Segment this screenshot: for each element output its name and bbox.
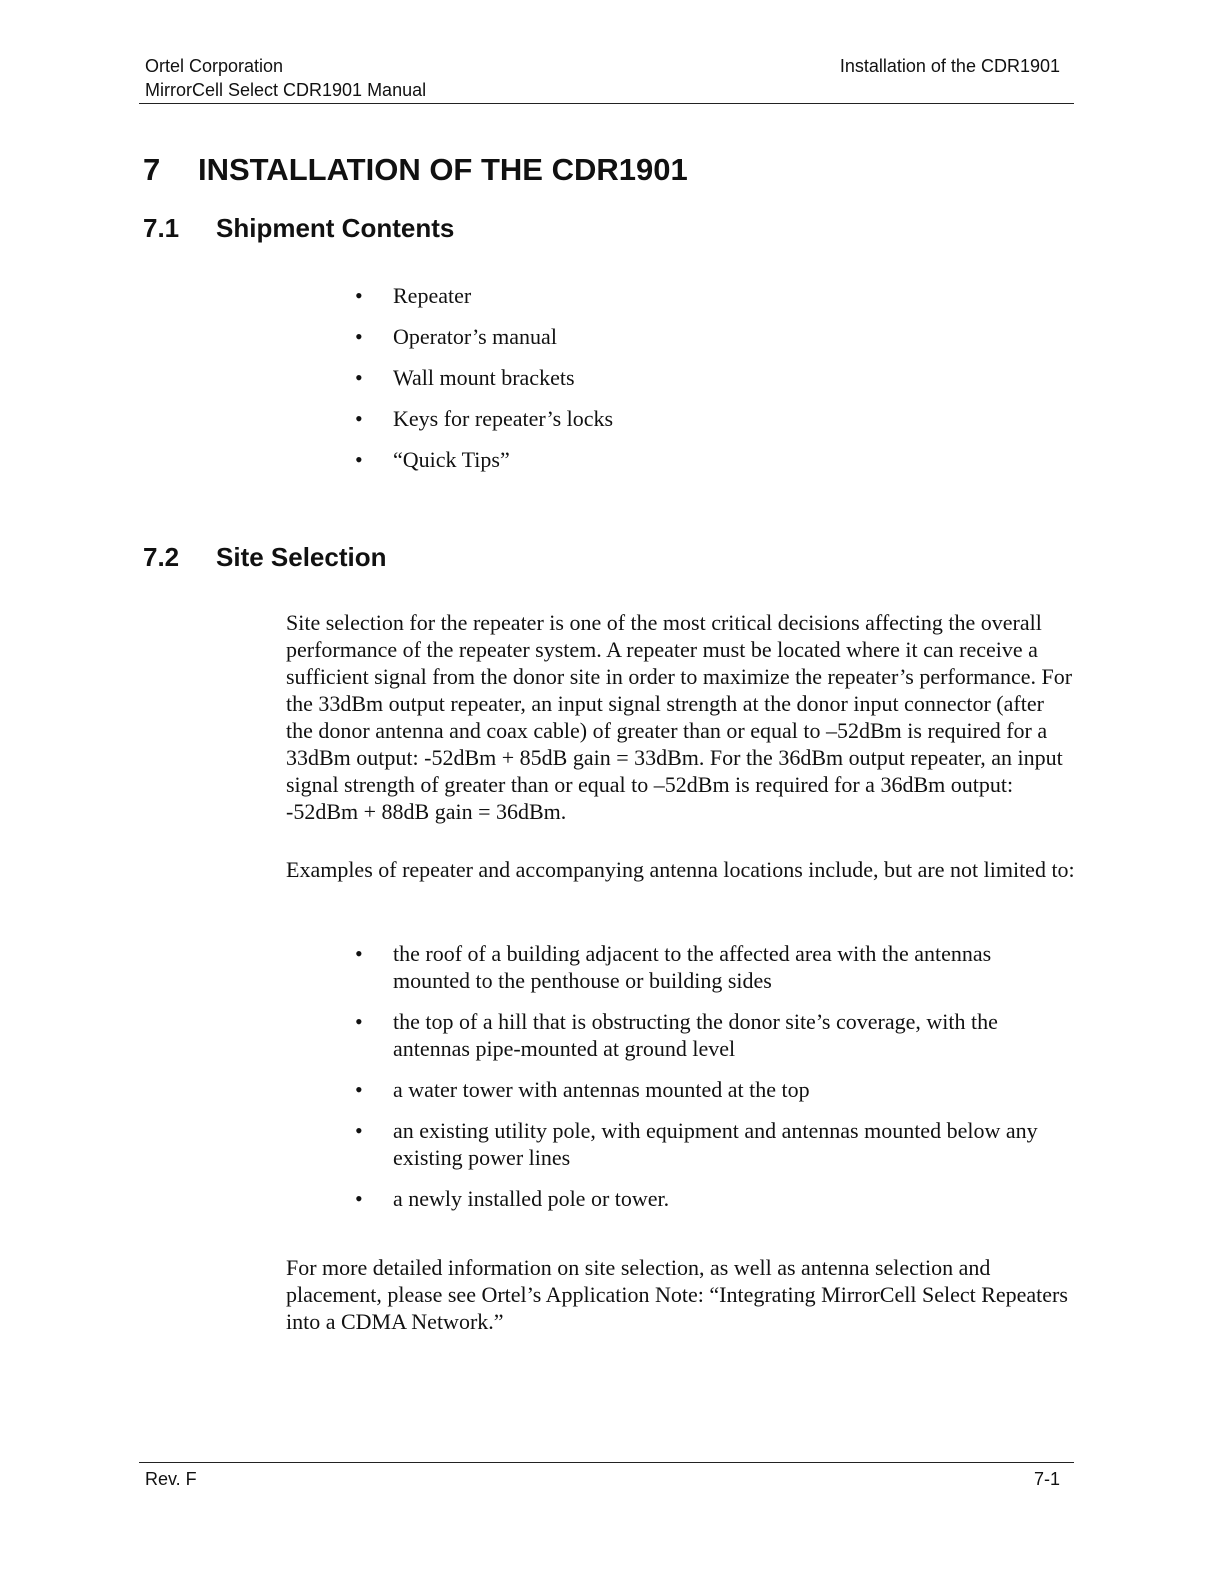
list-item: • Operator’s manual <box>355 324 557 349</box>
footer-rule <box>139 1462 1074 1463</box>
bullet-icon: • <box>355 365 363 390</box>
chapter-title: INSTALLATION OF THE CDR1901 <box>198 152 688 187</box>
bullet-icon: • <box>355 324 363 349</box>
section-heading-site-selection <box>143 541 387 573</box>
site-examples-list <box>355 940 1060 1226</box>
footer-revision: Rev. F <box>145 1469 197 1489</box>
bullet-icon: • <box>355 283 363 308</box>
site-selection-paragraph: Site selection for the repeater is one of the most critical decisions affecting the overall performance of the repeater system. A repeater must be located where it can receive a sufficient signal from the donor site in order to maximize the repeater’s performance. For the 33dBm output repeater, an input signal strength at the donor input connector (after the donor antenna and coax cable) of greater than or equal to –52dBm is required for a 33dBm output: -52dBm + 85dB gain = 33dBm. For the 36dBm output repeater, an input signal strength of greater than or equal to –52dBm is required for a 36dBm output: -52dBm + 88dB gain = 36dBm. <box>286 610 1073 824</box>
list-item: • an existing utility pole, with equipment and antennas mounted below any existing power lines <box>355 1118 1038 1170</box>
list-item: • Wall mount brackets <box>355 365 575 390</box>
examples-intro-paragraph: Examples of repeater and accompanying antenna locations include, but are not limited to: <box>286 857 1075 882</box>
header-rule <box>139 103 1074 104</box>
section-number: 7.1 <box>143 213 180 243</box>
bullet-icon: • <box>355 1009 363 1034</box>
section-number: 7.2 <box>143 542 180 572</box>
header-company: Ortel Corporation <box>145 56 284 76</box>
list-item: • Keys for repeater’s locks <box>355 406 614 431</box>
list-item: • Repeater <box>355 283 472 308</box>
header-section-title: Installation of the CDR1901 <box>839 56 1060 76</box>
more-info-paragraph: For more detailed information on site selection, as well as antenna selection and placement, please see Ortel’s Application Note: “Integrating MirrorCell Select Repeaters into a CDMA Network.” <box>286 1255 1068 1334</box>
header-left <box>145 54 426 102</box>
list-item: • the roof of a building adjacent to the affected area with the antennas mounted to the penthouse or building sides <box>355 941 992 993</box>
list-item: • a newly installed pole or tower. <box>355 1186 670 1211</box>
section-title: Site Selection <box>216 542 387 572</box>
section-heading-shipment <box>143 212 454 244</box>
bullet-icon: • <box>355 941 363 966</box>
bullet-icon: • <box>355 1186 363 1211</box>
header-manual-title: MirrorCell Select CDR1901 Manual <box>145 80 427 100</box>
bullet-icon: • <box>355 447 363 472</box>
bullet-icon: • <box>355 1118 363 1143</box>
section-title: Shipment Contents <box>216 213 455 243</box>
bullet-icon: • <box>355 406 363 431</box>
list-item: • the top of a hill that is obstructing the donor site’s coverage, with the antennas pipe-mounted at ground level <box>355 1009 998 1061</box>
list-item: • “Quick Tips” <box>355 447 510 472</box>
chapter-heading <box>143 150 688 190</box>
list-item: • a water tower with antennas mounted at the top <box>355 1077 810 1102</box>
footer-page-number: 7-1 <box>1033 1469 1060 1489</box>
chapter-number: 7 <box>143 152 161 187</box>
bullet-icon: • <box>355 1077 363 1102</box>
shipment-contents-list <box>355 282 1055 487</box>
